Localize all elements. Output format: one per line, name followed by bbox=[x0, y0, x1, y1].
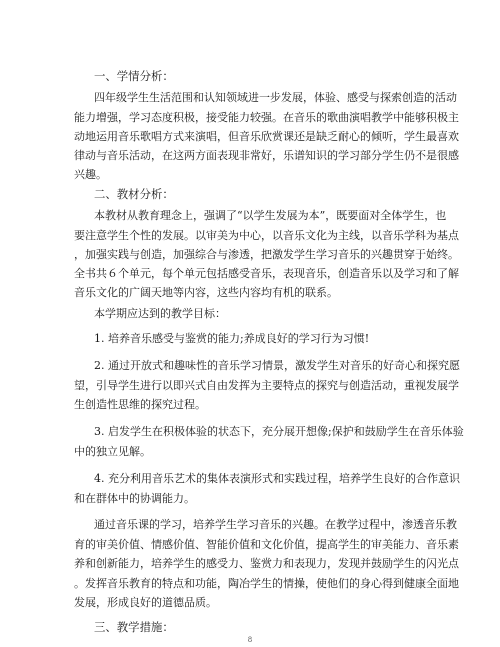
section-heading-situation: 一、学情分析： bbox=[94, 69, 174, 83]
paragraph-line: 全书共６个单元，每个单元包括感受音乐，表现音乐，创造音乐以及学习和了解 bbox=[74, 267, 459, 280]
paragraph-line: 要注意学生个性的发展。以审美为中心，以音乐文化为主线，以音乐学科为基点 bbox=[74, 229, 459, 242]
paragraph-line: 兴趣。 bbox=[74, 168, 107, 181]
goal-item-3-line: 中的独立见解。 bbox=[74, 445, 151, 458]
goal-item-4-line: 和在群体中的协调能力。 bbox=[74, 492, 195, 505]
goal-item-1: 1. 培养音乐感受与鉴赏的能力;养成良好的学习行为习惯! bbox=[94, 332, 370, 345]
summary-paragraph-line: 养和创新能力，培养学生的感受力、鉴赏力和表现力，发现并鼓励学生的闪光点 bbox=[74, 557, 459, 570]
goal-item-3: 3. 启发学生在积极体验的状态下，充分展开想像;保护和鼓励学生在音乐体验 bbox=[94, 425, 464, 438]
section-heading-textbook: 二、教材分析： bbox=[94, 187, 174, 201]
goal-item-2: 2. 通过开放式和趣味性的音乐学习情景，激发学生对音乐的好奇心和探究愿 bbox=[94, 359, 460, 372]
paragraph-line: 本教材从教育理念上，强调了“以学生发展为本”，既要面对全体学生，也 bbox=[94, 209, 447, 222]
summary-paragraph-line: 发展，形成良好的道德品质。 bbox=[74, 596, 217, 609]
goal-item-2-line: 生创造性思维的探究过程。 bbox=[74, 398, 206, 411]
summary-paragraph-line: 通过音乐课的学习，培养学生学习音乐的兴趣。在教学过程中，渗透音乐教 bbox=[94, 518, 457, 531]
summary-paragraph-line: 育的审美价值、情感价值、智能价值和文化价值，提高学生的审美能力、音乐素 bbox=[74, 538, 459, 551]
paragraph-line: ，加强实践与创造，加强综合与渗透，把激发学生学习音乐的兴趣贯穿于始终。 bbox=[74, 248, 459, 261]
goal-item-4: 4. 充分利用音乐艺术的集体表演形式和实践过程，培养学生良好的合作意识 bbox=[94, 472, 460, 485]
section-heading-measures: 三、教学措施： bbox=[94, 620, 174, 634]
paragraph-line: 律动与音乐活动，在这两方面表现非常好，乐谱知识的学习部分学生仍不是很感 bbox=[74, 149, 459, 162]
summary-paragraph-line: 。发挥音乐教育的特点和功能，陶冶学生的情操，使他们的身心得到健康全面地 bbox=[74, 577, 459, 590]
paragraph-line: 能力增强，学习态度积极，接受能力较强。在音乐的歌曲演唱教学中能够积极主 bbox=[74, 111, 459, 124]
page-number: 8 bbox=[247, 636, 253, 644]
goals-intro: 本学期应达到的教学目标： bbox=[94, 307, 226, 320]
paragraph-line: 动地运用音乐歌唱方式来演唱，但音乐欣赏课还是缺乏耐心的倾听，学生最喜欢 bbox=[74, 130, 459, 143]
paragraph-line: 四年级学生生活范围和认知领域进一步发展，体验、感受与探索创造的活动 bbox=[94, 91, 457, 104]
paragraph-line: 音乐文化的广阔天地等内容，这些内容均有机的联系。 bbox=[74, 286, 338, 299]
goal-item-2-line: 望，引导学生进行以即兴式自由发挥为主要特点的探究与创造活动，重视发展学 bbox=[74, 379, 459, 392]
